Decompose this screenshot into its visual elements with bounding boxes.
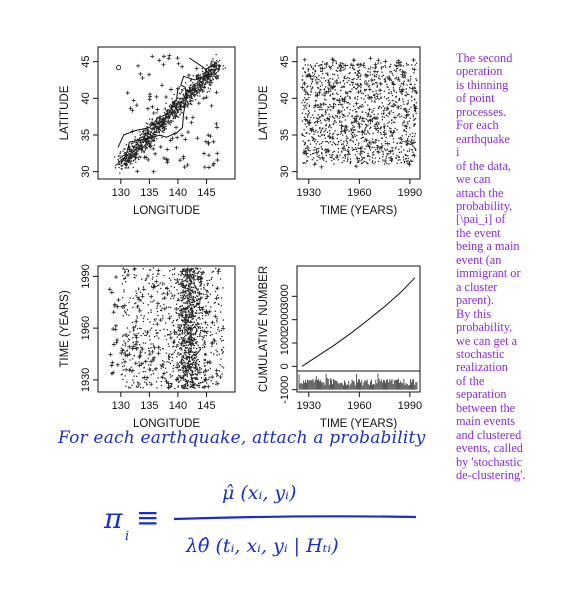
x-axis-label: TIME (YEARS) [319, 205, 398, 217]
formula-denominator: λθ̂ (tᵢ, xᵢ, yᵢ | Hₜᵢ) [186, 535, 339, 557]
y-tick-label: 35 [80, 128, 92, 142]
x-tick-label: 145 [197, 400, 216, 412]
x-axis-label: TIME (YEARS) [319, 418, 398, 430]
y-axis-label: LATITUDE [59, 85, 71, 141]
y-tick-label: 35 [279, 128, 291, 142]
y-tick-label: 40 [80, 92, 92, 105]
handwritten-title: For each earthquake, attach a probability [58, 428, 426, 448]
x-tick-label: 1990 [397, 400, 423, 412]
x-tick-label: 130 [111, 187, 131, 199]
x-tick-label: 1960 [347, 400, 372, 412]
y-axis-label: TIME (YEARS) [59, 290, 71, 368]
equiv-symbol: ≡ [136, 501, 160, 534]
x-tick-label: 1960 [347, 187, 372, 199]
x-tick-label: 1990 [397, 187, 423, 199]
y-tick-label: 30 [279, 165, 291, 178]
x-tick-label: 130 [111, 400, 131, 412]
y-tick-label: 45 [279, 55, 291, 68]
x-tick-label: 1930 [296, 187, 322, 199]
explanation-note: The second operation is thinning of point processes. For each earthquake i of the data, we can attach the probability, [\pai_i] of the event being a main event (an immigrant or a cluster parent). By this probability, we can get a stochastic realization of the separation between the main events and clustered events, called by 'stochastic de-clustering'. [456, 51, 526, 483]
y-tick-label: 1000 [279, 330, 291, 356]
y-axis-label: LATITUDE [258, 85, 270, 141]
fraction-bar [174, 516, 416, 519]
y-tick-label: -1000 [279, 375, 291, 404]
formula-numerator: μ̂ (xᵢ, yᵢ) [222, 482, 297, 504]
y-tick-label: 1930 [80, 367, 92, 393]
y-tick-label: 2000 [279, 307, 291, 332]
x-tick-label: 135 [140, 187, 159, 199]
y-tick-label: 1960 [80, 315, 92, 341]
x-tick-label: 135 [140, 400, 159, 412]
pi-subscript: i [125, 529, 130, 544]
y-tick-label: 30 [80, 165, 92, 178]
x-tick-label: 140 [168, 187, 188, 199]
x-tick-label: 1930 [296, 400, 322, 412]
y-axis-label: CUMULATIVE NUMBER [258, 265, 270, 393]
x-axis-label: LONGITUDE [132, 205, 201, 217]
y-tick-label: 40 [279, 92, 291, 105]
pi-symbol: π [104, 502, 123, 535]
y-tick-label: 0 [279, 363, 291, 370]
y-tick-label: 1990 [80, 264, 92, 289]
x-axis-label: LONGITUDE [132, 418, 201, 430]
y-tick-label: 45 [80, 55, 92, 68]
x-tick-label: 145 [197, 187, 216, 199]
y-tick-label: 3000 [279, 284, 291, 309]
x-tick-label: 140 [168, 400, 188, 412]
